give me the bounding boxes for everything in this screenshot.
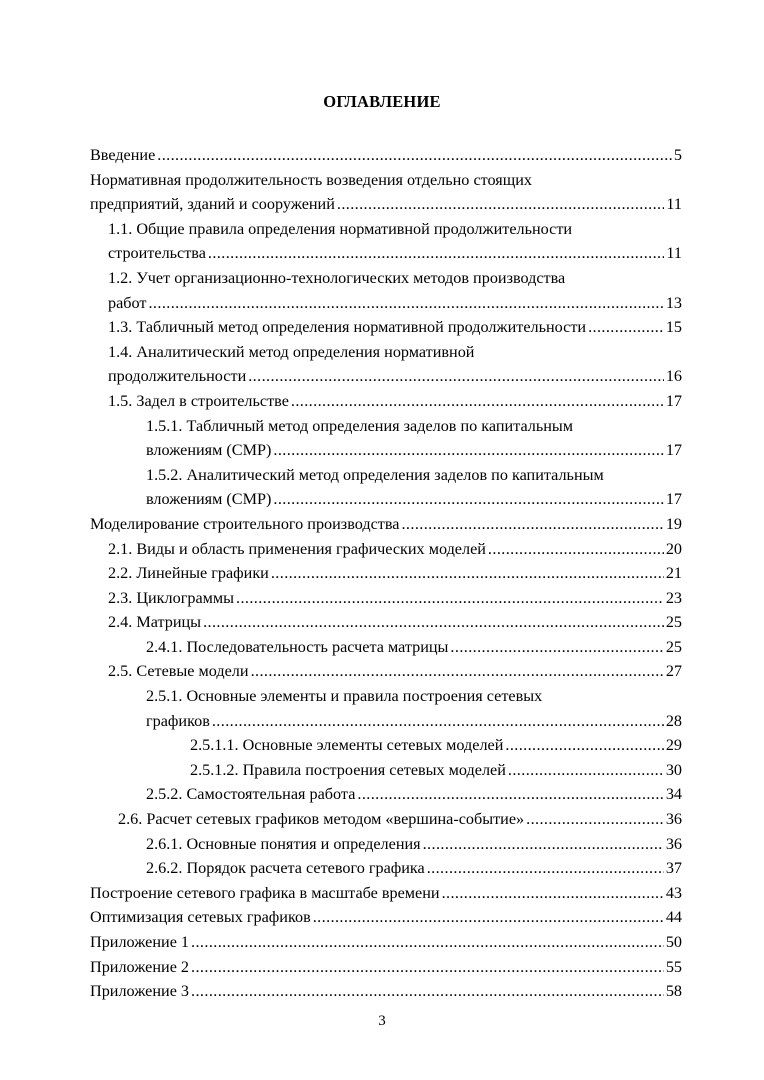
toc-page-number: 21 xyxy=(665,564,682,583)
toc-page-number: 17 xyxy=(665,441,682,460)
toc-entry-line xyxy=(90,512,682,537)
dot-leader xyxy=(148,291,663,316)
toc-entry-text: 2.4.1. Последовательность расчета матрицы xyxy=(146,637,449,656)
toc-entry[interactable] xyxy=(90,782,682,807)
toc-entry-line xyxy=(108,241,682,266)
toc-entry-text: графиков xyxy=(146,711,210,730)
dot-leader xyxy=(203,610,664,635)
toc-page-number: 19 xyxy=(665,514,682,533)
dot-leader xyxy=(357,782,663,807)
dot-leader xyxy=(423,832,664,857)
toc-entry-line xyxy=(108,389,682,414)
toc-page-number: 13 xyxy=(665,293,682,312)
toc-entry-text: 2.5.1.1. Основные элементы сетевых моделей xyxy=(190,736,504,755)
toc-page-number: 37 xyxy=(665,859,682,878)
toc-entry-line xyxy=(90,930,682,955)
toc-entry-text: 1.5.1. Табличный метод определения заделов по капитальным xyxy=(146,416,574,435)
toc-page-number: 28 xyxy=(665,711,682,730)
dot-leader xyxy=(271,561,664,586)
toc-entry-text: 2.6. Расчет сетевых графиков методом «вершина-событие» xyxy=(118,810,525,829)
toc-entry[interactable] xyxy=(90,955,682,980)
toc-entry-line xyxy=(146,709,682,734)
toc-entry-text: Приложение 1 xyxy=(90,933,190,951)
toc-entry-text: Оптимизация сетевых графиков xyxy=(90,908,311,927)
toc-entry-text: 2.5.1. Основные элементы и правила построения сетевых xyxy=(146,687,543,706)
dot-leader xyxy=(208,241,665,266)
toc-entry-line xyxy=(146,856,682,881)
toc-entry-text: 2.5.2. Самостоятельная работа xyxy=(146,785,356,804)
toc-entry-line xyxy=(108,364,682,389)
toc-entry-line xyxy=(118,807,682,832)
toc-entry-text: 2.4. Матрицы xyxy=(108,613,202,632)
toc-page-number: 27 xyxy=(665,662,682,681)
toc-entry-line xyxy=(108,537,682,562)
toc-entry-line xyxy=(108,561,682,586)
toc-entry-text: вложениям (СМР) xyxy=(146,441,272,460)
toc-entry-text: работ xyxy=(108,293,147,312)
dot-leader xyxy=(337,192,665,217)
toc-entry[interactable] xyxy=(90,168,682,217)
toc-page-number: 11 xyxy=(666,195,682,214)
dot-leader xyxy=(526,807,664,832)
toc-entry-text: Введение xyxy=(90,146,156,164)
toc-entry-line xyxy=(90,143,682,168)
toc-page-number: 29 xyxy=(665,736,682,755)
toc-entry-line xyxy=(108,291,682,316)
dot-leader xyxy=(508,758,664,783)
toc-page-number: 44 xyxy=(665,908,682,927)
toc-page-number: 20 xyxy=(665,539,682,558)
toc-heading: ОГЛАВЛЕНИЕ xyxy=(323,92,441,111)
toc-entry-line xyxy=(108,586,682,611)
toc-entry[interactable] xyxy=(90,832,682,857)
toc-entry-text: 1.1. Общие правила определения нормативной продолжительности xyxy=(108,219,573,238)
toc-entry[interactable] xyxy=(90,807,682,832)
toc-entry[interactable] xyxy=(90,340,682,389)
toc-entry-text: продолжительности xyxy=(108,367,247,386)
toc-entry[interactable] xyxy=(90,586,682,611)
toc-entry[interactable] xyxy=(90,143,682,168)
toc-entry[interactable] xyxy=(90,905,682,930)
toc-entry[interactable] xyxy=(90,856,682,881)
toc-page-number: 55 xyxy=(665,957,682,976)
toc-entry-line xyxy=(146,438,682,463)
toc-page-number: 17 xyxy=(665,391,682,410)
toc-page-number: 36 xyxy=(665,810,682,829)
dot-leader xyxy=(212,709,664,734)
dot-leader xyxy=(450,635,663,660)
dot-leader xyxy=(442,881,664,906)
dot-leader xyxy=(588,315,664,340)
toc-page-number: 16 xyxy=(665,367,682,386)
toc-page-number: 5 xyxy=(673,146,682,164)
toc-entry-text: 1.5.2. Аналитический метод определения заделов по капитальным xyxy=(146,465,604,484)
toc-entry-text: 2.3. Циклограммы xyxy=(108,588,234,607)
dot-leader xyxy=(488,537,664,562)
dot-leader xyxy=(291,389,664,414)
toc-entry[interactable] xyxy=(90,979,682,1004)
toc-entry[interactable] xyxy=(90,881,682,906)
toc-page-number: 15 xyxy=(665,318,682,337)
toc-entry[interactable] xyxy=(90,389,682,414)
dot-leader xyxy=(191,979,664,1004)
toc-page-number: 50 xyxy=(665,933,682,951)
toc-entry-text: 2.5. Сетевые модели xyxy=(108,662,249,681)
toc-page-number: 34 xyxy=(665,785,682,804)
table-of-contents xyxy=(90,143,682,1004)
toc-entry-line xyxy=(108,610,682,635)
toc-entry-line xyxy=(90,881,682,906)
toc-entry-text: Нормативная продолжительность возведения отдельно стоящих xyxy=(90,170,532,189)
toc-entry-text: 2.1. Виды и область применения графических моделей xyxy=(108,539,486,558)
toc-page-number: 36 xyxy=(665,834,682,853)
toc-entry-text: Приложение 3 xyxy=(90,982,190,1001)
toc-entry-text: 1.2. Учет организационно-технологических методов производства xyxy=(108,268,566,287)
toc-entry[interactable] xyxy=(90,930,682,955)
dot-leader xyxy=(248,364,664,389)
toc-entry-text: строительства xyxy=(108,244,206,263)
toc-page-number: 25 xyxy=(665,613,682,632)
dot-leader xyxy=(427,856,664,881)
toc-entry-line xyxy=(90,192,682,217)
toc-page-number: 43 xyxy=(665,883,682,902)
toc-entry-line xyxy=(190,733,682,758)
toc-entry-line xyxy=(146,782,682,807)
toc-entry[interactable] xyxy=(90,610,682,635)
toc-entry[interactable] xyxy=(90,266,682,315)
toc-entry-text: 2.5.1.2. Правила построения сетевых моделей xyxy=(190,760,506,779)
toc-entry[interactable] xyxy=(90,561,682,586)
toc-entry-text: Приложение 2 xyxy=(90,957,190,976)
toc-page-number: 30 xyxy=(665,760,682,779)
dot-leader xyxy=(273,487,663,512)
dot-leader xyxy=(251,659,664,684)
toc-entry[interactable] xyxy=(90,512,682,537)
toc-entry-text: 2.6.1. Основные понятия и определения xyxy=(146,834,421,853)
toc-entry[interactable] xyxy=(90,463,682,512)
toc-entry[interactable] xyxy=(90,537,682,562)
toc-entry[interactable] xyxy=(90,635,682,660)
dot-leader xyxy=(157,143,672,168)
toc-entry-line xyxy=(146,635,682,660)
toc-page-number: 25 xyxy=(665,637,682,656)
toc-entry-text: 2.6.2. Порядок расчета сетевого графика xyxy=(146,859,425,878)
toc-entry[interactable] xyxy=(90,217,682,266)
dot-leader xyxy=(313,905,664,930)
toc-entry[interactable] xyxy=(90,733,682,758)
toc-entry-line xyxy=(108,659,682,684)
toc-entry-line xyxy=(108,315,682,340)
toc-entry[interactable] xyxy=(90,315,682,340)
dot-leader xyxy=(236,586,664,611)
toc-entry-line xyxy=(90,979,682,1004)
toc-entry-line xyxy=(90,955,682,980)
toc-entry-text: 2.2. Линейные графики xyxy=(108,564,269,583)
dot-leader xyxy=(273,438,663,463)
toc-entry-text: вложениям (СМР) xyxy=(146,490,272,509)
toc-entry-text: Моделирование строительного производства xyxy=(90,514,400,533)
toc-entry[interactable] xyxy=(90,684,682,733)
toc-entry[interactable] xyxy=(90,414,682,463)
toc-entry-line xyxy=(90,905,682,930)
toc-entry[interactable] xyxy=(90,758,682,783)
page-number: 3 xyxy=(378,1013,386,1029)
toc-page-number: 23 xyxy=(665,588,682,607)
toc-entry-line xyxy=(190,758,682,783)
dot-leader xyxy=(191,930,664,955)
toc-entry-text: 1.5. Задел в строительстве xyxy=(108,391,289,410)
dot-leader xyxy=(191,955,664,980)
dot-leader xyxy=(401,512,663,537)
toc-entry-line xyxy=(146,487,682,512)
dot-leader xyxy=(505,733,663,758)
toc-page-number: 17 xyxy=(665,490,682,509)
toc-entry[interactable] xyxy=(90,659,682,684)
toc-entry-line xyxy=(146,832,682,857)
toc-entry-text: Построение сетевого графика в масштабе времени xyxy=(90,883,440,902)
toc-page-number: 11 xyxy=(666,244,682,263)
toc-page-number: 58 xyxy=(665,982,682,1001)
toc-entry-text: 1.4. Аналитический метод определения нормативной xyxy=(108,342,475,361)
toc-entry-text: предприятий, зданий и сооружений xyxy=(90,195,335,214)
toc-entry-text: 1.3. Табличный метод определения нормативной продолжительности xyxy=(108,318,587,337)
